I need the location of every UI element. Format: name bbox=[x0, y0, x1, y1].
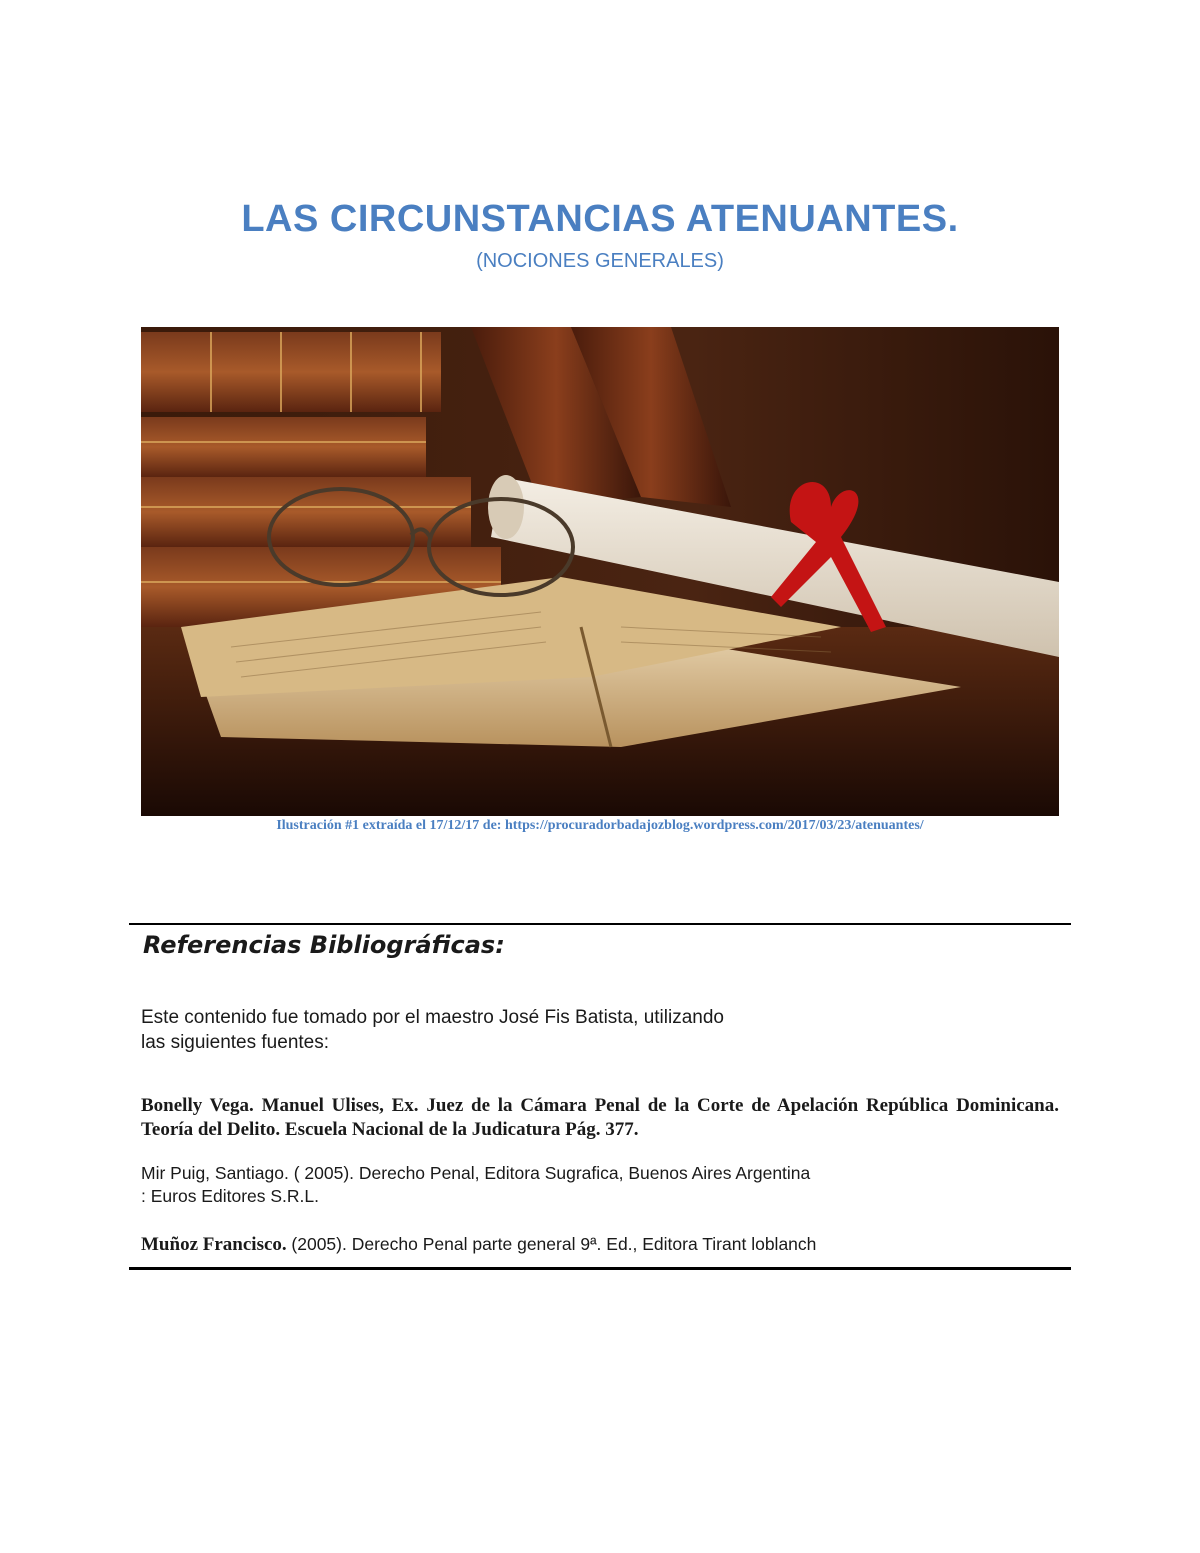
section-divider-top bbox=[129, 923, 1071, 925]
reference-munoz-author: Muñoz Francisco. bbox=[141, 1234, 292, 1255]
reference-mir-puig-line2: : Euros Editores S.R.L. bbox=[141, 1186, 319, 1206]
references-intro-line1: Este contenido fue tomado por el maestro José Fis Batista, utilizando bbox=[141, 1007, 724, 1028]
reference-mir-puig-line1: Mir Puig, Santiago. ( 2005). Derecho Penal, Editora Sugrafica, Buenos Aires Argentina bbox=[141, 1163, 811, 1183]
reference-item-mir-puig bbox=[141, 1162, 1001, 1208]
references-heading: Referencias Bibliográficas: bbox=[143, 931, 505, 959]
reference-munoz-details: (2005). Derecho Penal parte general 9ª. Ed., Editora Tirant loblanch bbox=[291, 1234, 817, 1254]
reference-item-bonelly: Bonelly Vega. Manuel Ulises, Ex. Juez de la Cámara Penal de la Corte de Apelación República Dominicana. Teoría del Delito. Escuela Nacional de la Judicatura Pág. 377. bbox=[141, 1095, 1059, 1140]
references-intro-line2: las siguientes fuentes: bbox=[141, 1032, 330, 1053]
reference-item-munoz bbox=[141, 1233, 1041, 1256]
page-subtitle: (NOCIONES GENERALES) bbox=[476, 250, 724, 272]
references-intro bbox=[141, 1005, 901, 1055]
section-divider-bottom bbox=[129, 1267, 1071, 1270]
page-title: LAS CIRCUNSTANCIAS ATENUANTES. bbox=[241, 198, 959, 240]
books-glasses-diploma-illustration bbox=[141, 327, 1059, 816]
illustration-caption: Ilustración #1 extraída el 17/12/17 de: https://procuradorbadajozblog.wordpress.com/2017/03/23/atenuantes/ bbox=[276, 818, 924, 833]
